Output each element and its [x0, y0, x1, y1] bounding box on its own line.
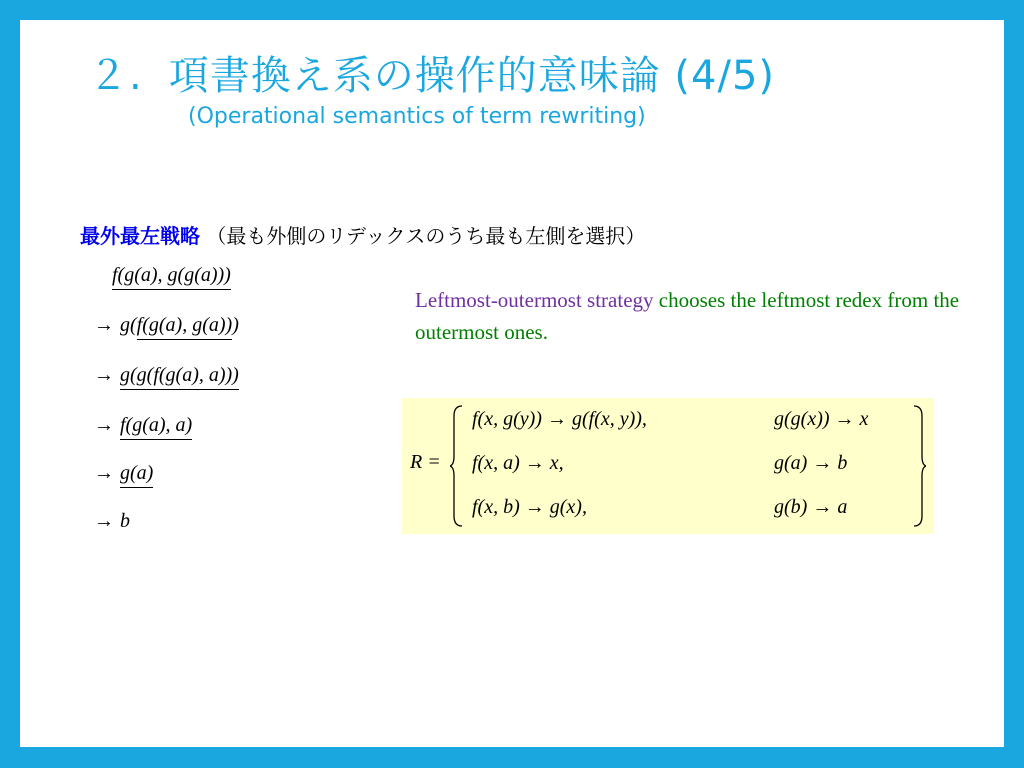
rewrite-rules-box — [402, 398, 934, 534]
rule-right: g(a) → b — [774, 452, 848, 474]
step-redex: f(g(a), g(a)) — [137, 314, 233, 340]
rule-right: g(b) → a — [774, 496, 848, 518]
step-redex: g(g(f(g(a), a))) — [120, 364, 239, 390]
title-text: 項書換え系の操作的意味論 (4/5) — [168, 53, 776, 99]
rewrite-step: → b — [94, 510, 130, 532]
step-arrow: → — [94, 314, 114, 336]
rewrite-step — [94, 462, 153, 485]
rule-left: f(x, a) → x, — [472, 452, 564, 474]
rule-right: g(g(x)) → x — [774, 408, 869, 430]
rules-label: R = — [410, 451, 441, 473]
strategy-keyword: 最外最左戦略 — [80, 224, 200, 248]
step-arrow: → — [94, 364, 114, 386]
section-number: ２. — [88, 53, 143, 99]
step-arrow: → — [94, 414, 114, 436]
rewrite-step: → g(f(g(a), g(a))) — [94, 314, 239, 337]
left-brace — [450, 404, 464, 528]
slide — [20, 20, 1004, 747]
explanation-term: Leftmost-outermost strategy — [415, 288, 654, 312]
step-redex: g(a) — [120, 462, 153, 488]
rewrite-step — [106, 264, 231, 287]
rule-left: f(x, b) → g(x), — [472, 496, 587, 518]
strategy-heading — [80, 220, 645, 249]
right-brace — [912, 404, 926, 528]
slide-subtitle: (Operational semantics of term rewriting) — [188, 104, 646, 129]
step-arrow: → — [94, 462, 114, 484]
explanation-text: chooses the leftmost redex from the outermost ones. — [415, 288, 960, 344]
rule-left: f(x, g(y)) → g(f(x, y)), — [472, 408, 647, 430]
step-redex: f(g(a), a) — [120, 414, 192, 440]
step-redex: f(g(a), g(g(a))) — [112, 264, 231, 290]
rewrite-step — [94, 414, 192, 437]
strategy-explanation — [415, 284, 995, 348]
rewrite-step — [94, 364, 239, 387]
slide-title — [88, 44, 775, 101]
strategy-description: （最も外側のリデックスのうち最も左側を選択） — [206, 224, 646, 248]
step-arrow: → — [94, 510, 114, 532]
